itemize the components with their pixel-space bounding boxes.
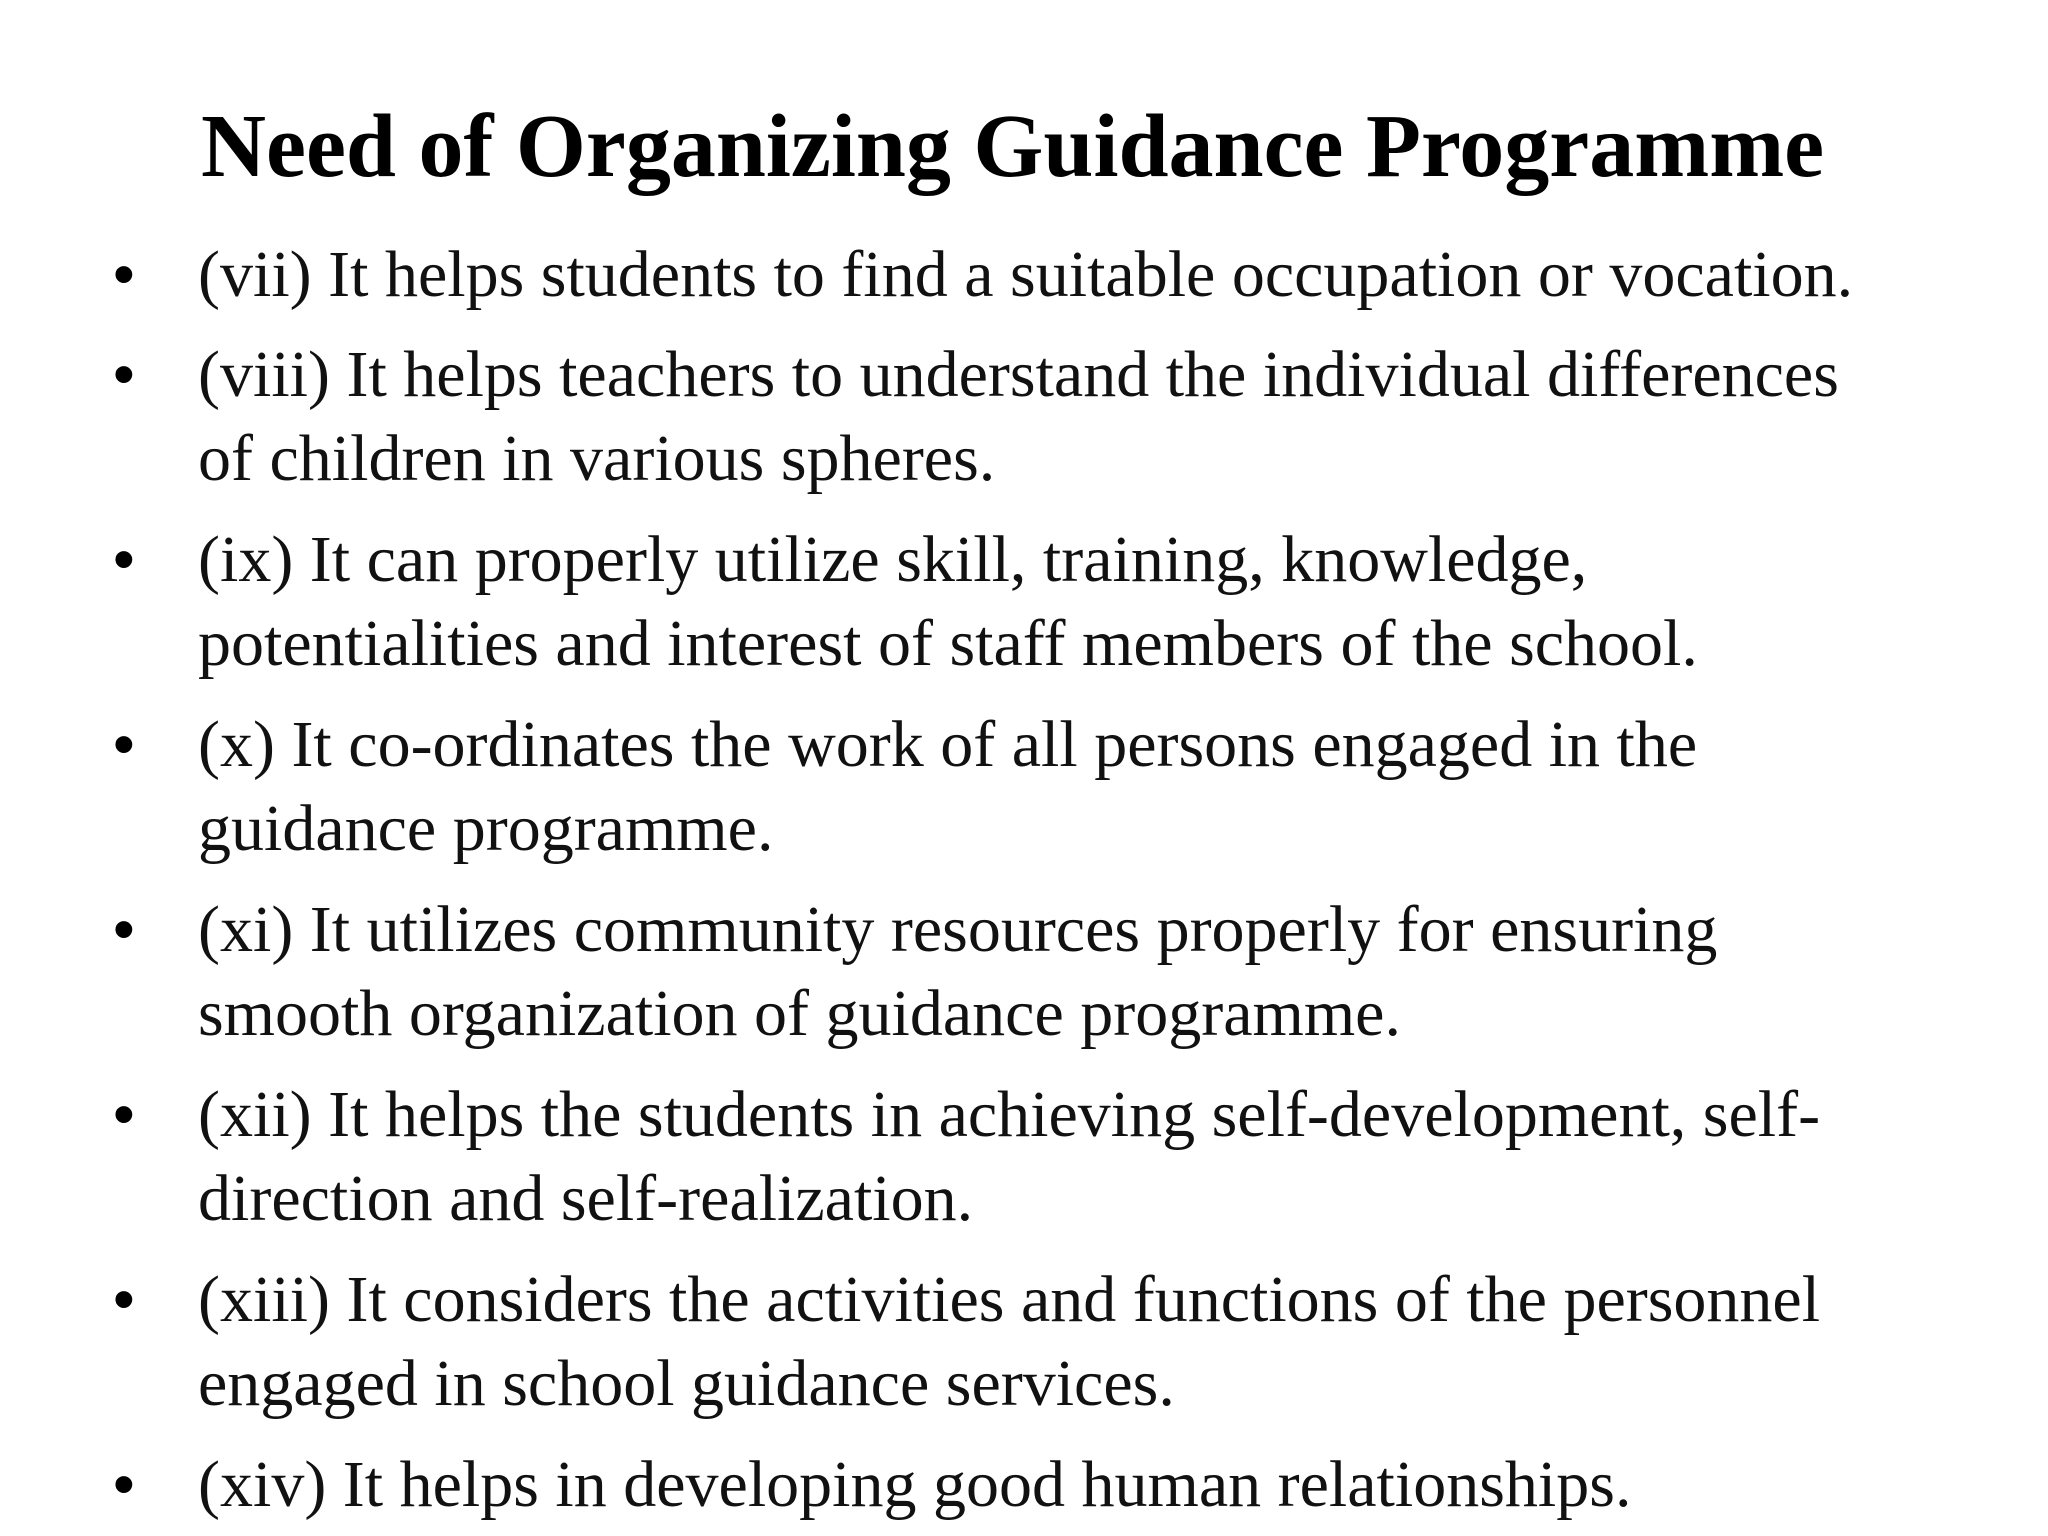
bullet-icon: • <box>113 895 135 964</box>
bullet-icon: • <box>113 240 135 309</box>
bullet-text: (x) It co-ordinates the work of all persons engaged in the guidance programme. <box>198 708 1698 865</box>
bullet-text: (vii) It helps students to find a suitable occupation or vocation. <box>198 238 1854 311</box>
bullet-icon: • <box>113 1080 135 1149</box>
slide-title: Need of Organizing Guidance Programme <box>201 97 1825 196</box>
bullet-icon: • <box>113 1265 135 1334</box>
bullet-text: (xi) It utilizes community resources properly for ensuring smooth organization of guidance programme. <box>198 893 1718 1050</box>
bullet-icon: • <box>113 1450 135 1519</box>
bullet-text: (xiv) It helps in developing good human relationships. <box>198 1448 1632 1521</box>
bullet-icon: • <box>113 710 135 779</box>
bullet-icon: • <box>113 340 135 409</box>
bullet-text: (xiii) It considers the activities and functions of the personnel engaged in school guidance services. <box>198 1263 1821 1420</box>
bullet-icon: • <box>113 525 135 594</box>
bullet-text: (xii) It helps the students in achieving self-development, self- direction and self-realization. <box>198 1078 1821 1235</box>
bullet-text: (viii) It helps teachers to understand the individual differences of children in various spheres. <box>198 338 1839 495</box>
bullet-text: (ix) It can properly utilize skill, training, knowledge, potentialities and interest of staff members of the school. <box>198 523 1698 680</box>
